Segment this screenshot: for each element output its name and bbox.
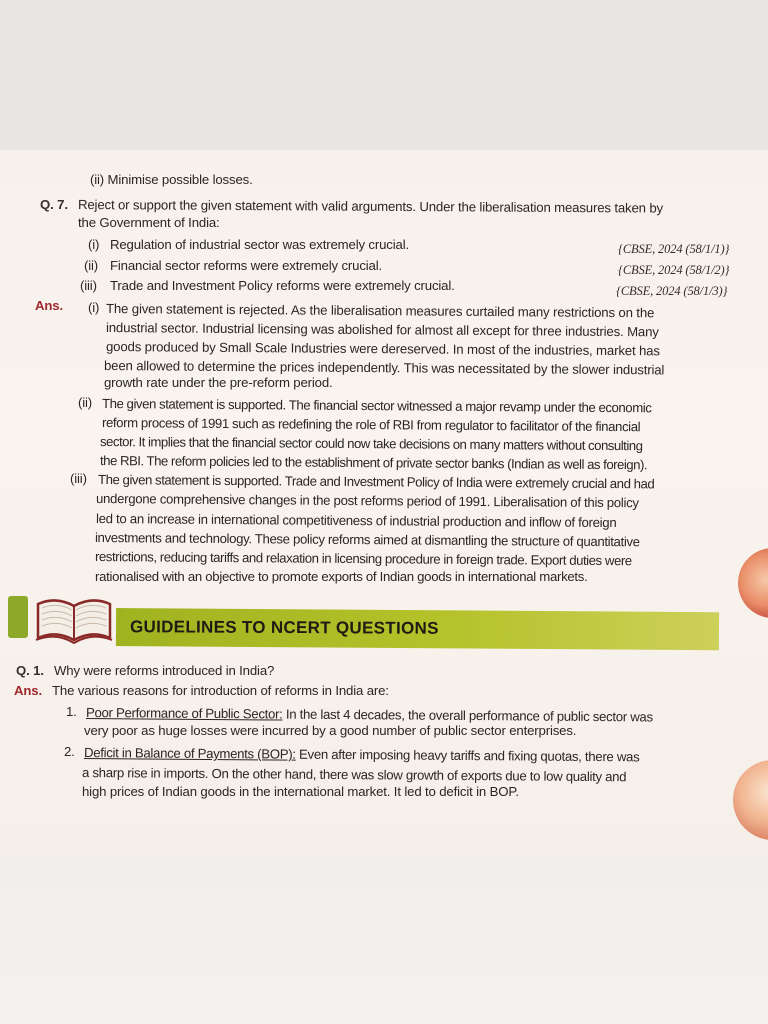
q7-item-iii-num: (iii) [80,278,97,293]
point-1-text: In the last 4 decades, the overall performance of public sector was [282,706,653,725]
question-7-text: Reject or support the given statement with valid arguments. Under the liberalisation measures taken by [77,197,664,216]
answer-i-line-1: The given statement is rejected. As the liberalisation measures curtailed many restrictions on the [105,301,655,321]
ncert-answer-intro: The various reasons for introduction of reforms in India are: [52,683,389,698]
answer-iii-num: (iii) [70,471,87,486]
answer-i-num: (i) [88,300,100,315]
point-2-heading: Deficit in Balance of Payments (BOP): [83,745,296,762]
answer-ii-line-2: reform process of 1991 such as redefining the role of RBI from regulator to facilitator of the financial [101,415,641,435]
q7-item-ii-num: (ii) [84,258,99,273]
point-1-line-2: very poor as huge losses were incurred by a good number of public sector enterprises. [84,723,577,738]
answer-ii-num: (ii) [78,395,93,410]
point-1-num: 1. [66,704,77,719]
ncert-question-1-text: Why were reforms introduced in India? [54,663,275,678]
answer-ii-line-1: The given statement is supported. The financial sector witnessed a major revamp under the economic [101,396,652,416]
q7-item-i: Regulation of industrial sector was extremely crucial. [110,237,410,252]
point-2-num: 2. [64,744,75,759]
answer-iii-line-3: led to an increase in international competitiveness of industrial production and inflow of foreign [95,511,617,531]
answer-iii-line-2: undergone comprehensive changes in the post reforms period of 1991. Liberalisation of this policy [95,491,639,511]
answer-iii-line-5: restrictions, reducing tariffs and relaxation in licensing procedure in foreign trade. Export duties were [94,549,632,569]
section-banner-title: GUIDELINES TO NCERT QUESTIONS [129,617,439,638]
answer-i-line-2: industrial sector. Industrial licensing was abolished for almost all except for three industries. Many [105,320,659,340]
ncert-question-1-label: Q. 1. [16,663,44,678]
q7-item-iii-citation: {CBSE, 2024 (58/1/3)} [616,284,728,298]
question-7-text-2: the Government of India: [78,215,220,230]
answer-ii-line-4: the RBI. The reform policies led to the establishment of private sector banks (Indian as well as foreign). [99,453,648,473]
answer-iii-line-1: The given statement is supported. Trade and Investment Policy of India were extremely crucial and had [97,472,655,492]
q7-item-iii: Trade and Investment Policy reforms were extremely crucial. [110,278,455,293]
answer-i-line-3: goods produced by Small Scale Industries were dereserved. In most of the industries, market has [105,339,660,359]
ncert-answer-label: Ans. [14,683,42,698]
q7-item-i-citation: {CBSE, 2024 (58/1/1)} [618,242,730,256]
point-2-text: Even after imposing heavy tariffs and fixing quotas, there was [295,746,640,765]
answer-label: Ans. [35,298,63,313]
answer-ii-line-3: sector. It implies that the financial sector could now take decisions on many matters without consulting [99,434,643,454]
point-2-line-3: high prices of Indian goods in the international market. It led to deficit in BOP. [82,784,519,799]
point-1-heading: Poor Performance of Public Sector: [85,705,283,722]
answer-iii-line-4: investments and technology. These policy reforms aimed at dismantling the structure of quantitative [94,530,640,550]
question-7-label: Q. 7. [40,197,68,212]
section-tab-marker [8,596,28,638]
q7-item-ii: Financial sector reforms were extremely crucial. [110,258,383,273]
answer-i-line-5: growth rate under the pre-reform period. [104,375,333,390]
q7-item-i-num: (i) [88,237,100,252]
answer-i-line-4: been allowed to determine the prices independently. This was necessitated by the slower industrial [103,358,665,378]
page-bottom-area [0,855,768,1024]
answer-iii-line-6: rationalised with an objective to promote exports of Indian goods in international markets. [95,569,588,584]
q7-item-ii-citation: {CBSE, 2024 (58/1/2)} [618,263,730,277]
point-2-line-2: a sharp rise in imports. On the other hand, there was slow growth of exports due to low quality and [81,765,627,785]
open-book-icon [34,590,114,651]
prev-item-ii: (ii) Minimise possible losses. [90,172,253,187]
